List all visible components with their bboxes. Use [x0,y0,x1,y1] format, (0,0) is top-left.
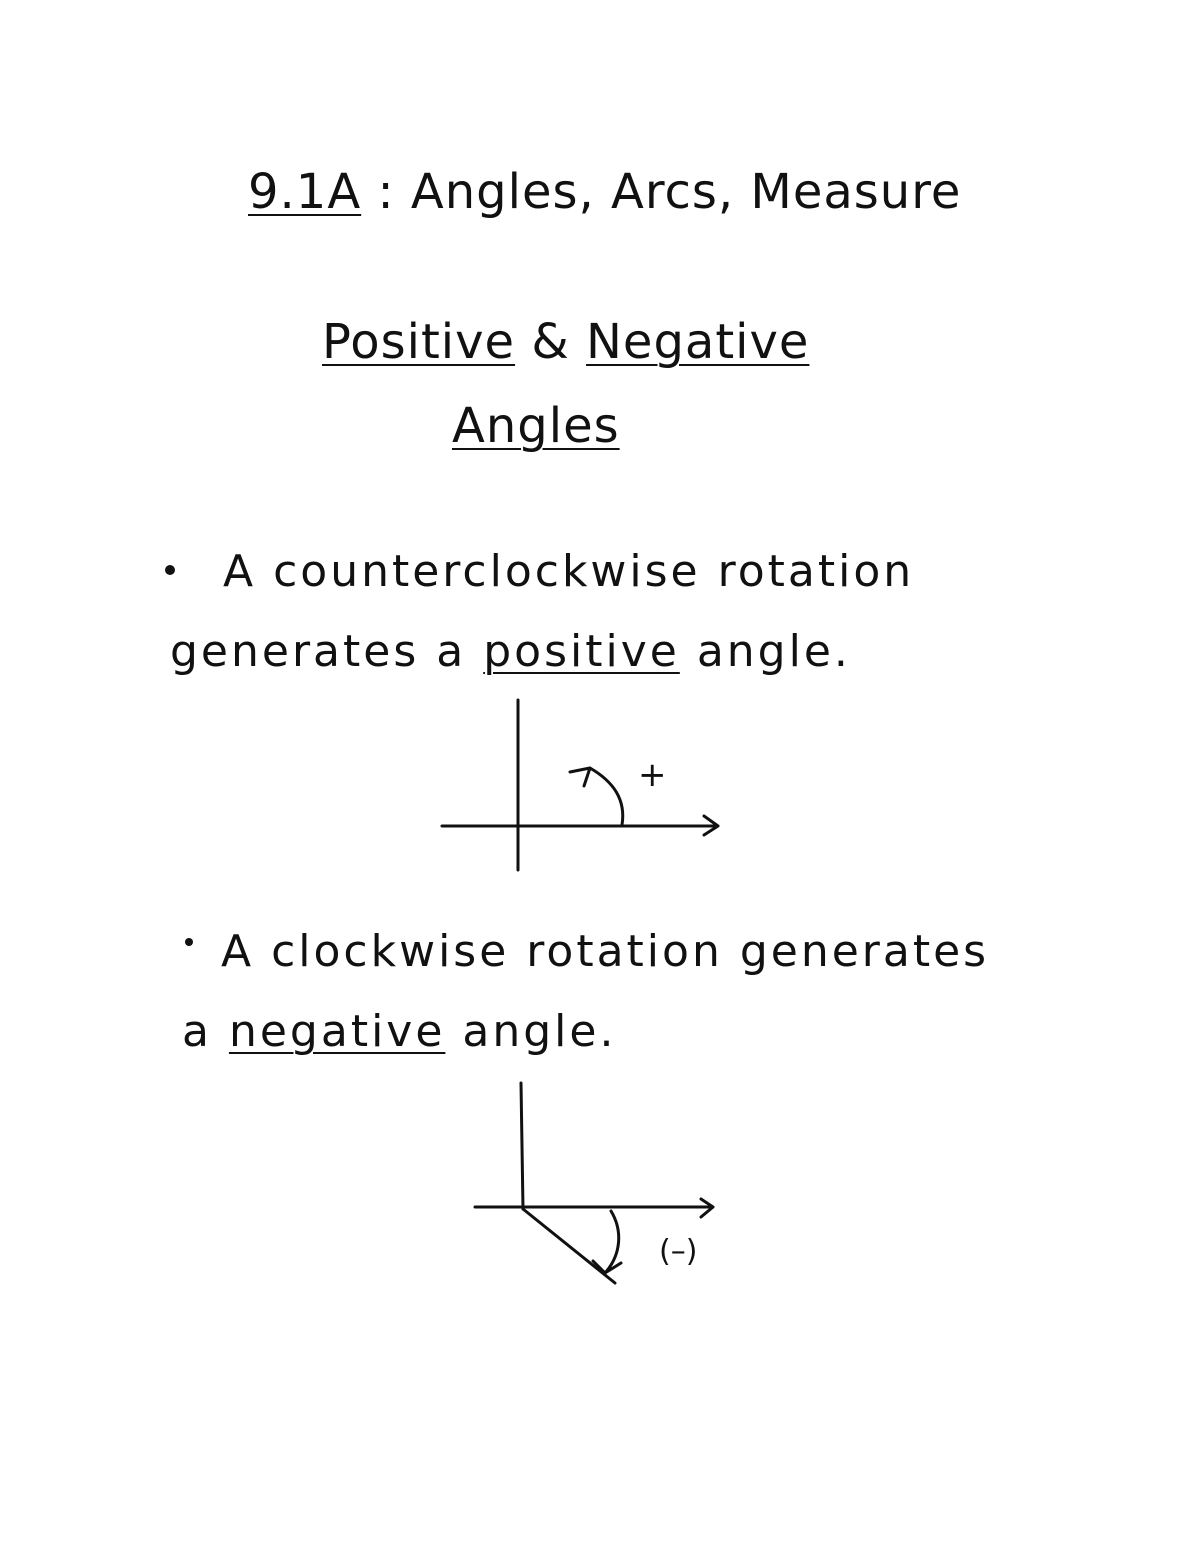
bullet-2-line-1 [185,926,990,977]
bullet-1-suffix: angle. [696,626,851,677]
bullet-1-emphasis: positive [483,626,680,677]
section-number: 9.1A [248,164,362,220]
bullet-1-text-1: A counterclockwise rotation [223,546,915,597]
title-separator: : [377,164,395,220]
negative-angle-diagram [465,1075,755,1305]
bullet-2-emphasis: negative [228,1006,446,1057]
terminal-ray [523,1209,615,1283]
bullet-dot-icon [165,565,175,575]
subtitle-negative: Negative [586,314,810,370]
bullet-1-line-2 [170,626,851,677]
subtitle-positive: Positive [322,314,516,370]
horizontal-axis-arrow [475,1199,713,1217]
positive-sign-label: + [638,755,667,795]
bullet-2-line-2 [182,1006,617,1057]
title-topic: Angles, Arcs, Measure [410,164,962,220]
subtitle-line-1 [322,314,810,370]
subtitle-angles: Angles [452,398,620,454]
bullet-2-text-1: A clockwise rotation generates [221,926,990,977]
bullet-2-prefix: a [182,1006,212,1057]
ccw-arc-arrow-icon [570,768,623,825]
page-title [248,164,962,220]
subtitle-line-2 [452,398,620,454]
bullet-1-prefix: generates a [170,626,467,677]
negative-sign-label: (–) [659,1234,698,1269]
bullet-dot-icon [185,938,193,946]
subtitle-ampersand: & [531,314,570,370]
horizontal-axis-arrow [442,816,718,835]
bullet-1-line-1 [165,546,915,597]
cw-arc-arrow-icon [593,1211,621,1273]
vertical-axis [521,1083,523,1209]
positive-angle-diagram [430,690,740,890]
bullet-2-suffix: angle. [462,1006,617,1057]
